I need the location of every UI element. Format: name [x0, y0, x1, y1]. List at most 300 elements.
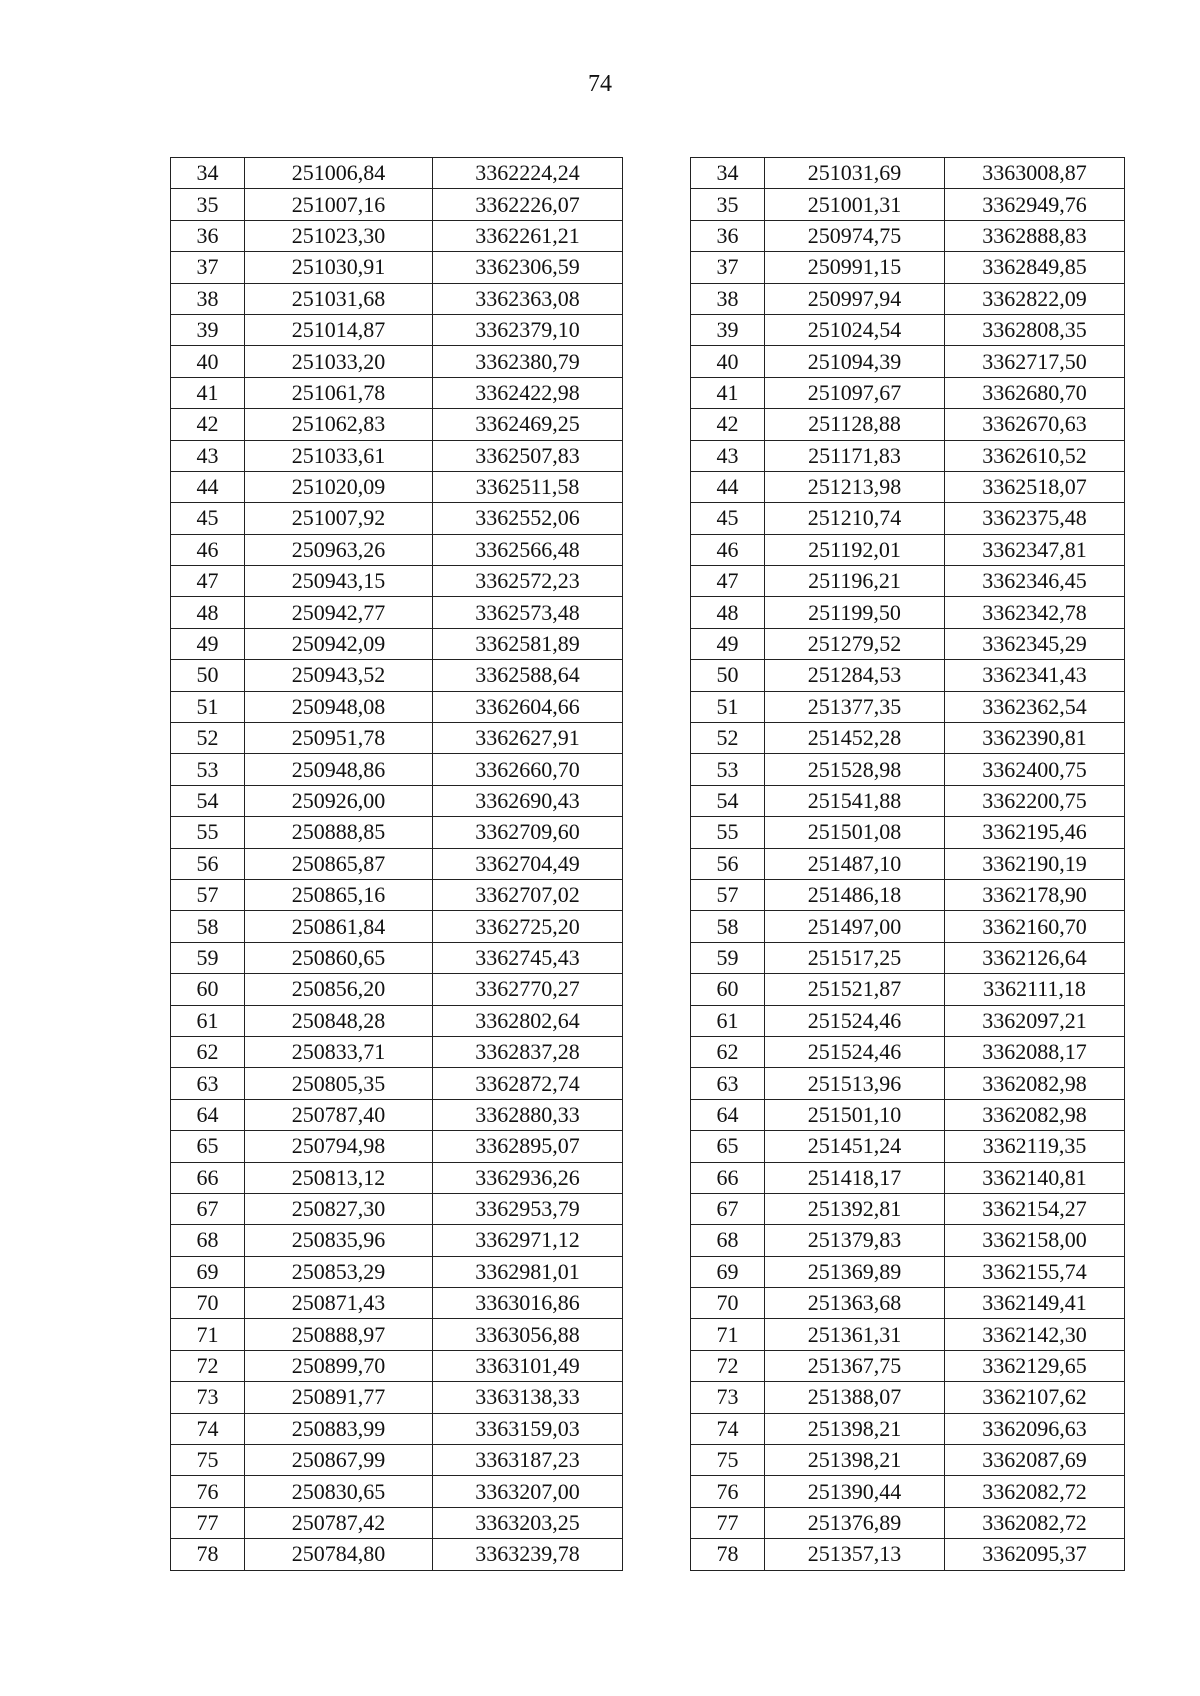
y-coordinate-cell: 3362872,74 — [433, 1068, 623, 1099]
point-number-cell: 35 — [691, 189, 765, 220]
x-coordinate-cell: 251452,28 — [765, 723, 945, 754]
point-number-cell: 77 — [691, 1507, 765, 1538]
y-coordinate-cell: 3362953,79 — [433, 1193, 623, 1224]
table-row — [691, 534, 1125, 565]
y-coordinate-cell: 3362604,66 — [433, 691, 623, 722]
x-coordinate-cell: 251501,08 — [765, 817, 945, 848]
point-number-cell: 68 — [691, 1225, 765, 1256]
table-row — [171, 1162, 623, 1193]
y-coordinate-cell: 3362342,78 — [945, 597, 1125, 628]
y-coordinate-cell: 3362507,83 — [433, 440, 623, 471]
point-number-cell: 42 — [691, 409, 765, 440]
point-number-cell: 49 — [171, 628, 245, 659]
y-coordinate-cell: 3362149,41 — [945, 1288, 1125, 1319]
table-row — [171, 377, 623, 408]
y-coordinate-cell: 3362566,48 — [433, 534, 623, 565]
x-coordinate-cell: 251390,44 — [765, 1476, 945, 1507]
point-number-cell: 46 — [691, 534, 765, 565]
point-number-cell: 47 — [691, 566, 765, 597]
point-number-cell: 34 — [171, 158, 245, 189]
y-coordinate-cell: 3362709,60 — [433, 817, 623, 848]
x-coordinate-cell: 251192,01 — [765, 534, 945, 565]
x-coordinate-cell: 250963,26 — [245, 534, 433, 565]
y-coordinate-cell: 3362095,37 — [945, 1539, 1125, 1570]
y-coordinate-cell: 3362380,79 — [433, 346, 623, 377]
table-row — [691, 723, 1125, 754]
y-coordinate-cell: 3362119,35 — [945, 1131, 1125, 1162]
y-coordinate-cell: 3362087,69 — [945, 1445, 1125, 1476]
y-coordinate-cell: 3362895,07 — [433, 1131, 623, 1162]
x-coordinate-cell: 251521,87 — [765, 974, 945, 1005]
point-number-cell: 69 — [691, 1256, 765, 1287]
table-row — [171, 1068, 623, 1099]
point-number-cell: 42 — [171, 409, 245, 440]
x-coordinate-cell: 250926,00 — [245, 785, 433, 816]
x-coordinate-cell: 251388,07 — [765, 1382, 945, 1413]
point-number-cell: 52 — [171, 723, 245, 754]
x-coordinate-cell: 250888,85 — [245, 817, 433, 848]
point-number-cell: 34 — [691, 158, 765, 189]
table-row — [691, 911, 1125, 942]
y-coordinate-cell: 3362518,07 — [945, 471, 1125, 502]
x-coordinate-cell: 251171,83 — [765, 440, 945, 471]
table-row — [691, 754, 1125, 785]
y-coordinate-cell: 3362552,06 — [433, 503, 623, 534]
y-coordinate-cell: 3363101,49 — [433, 1350, 623, 1381]
y-coordinate-cell: 3362802,64 — [433, 1005, 623, 1036]
x-coordinate-cell: 250813,12 — [245, 1162, 433, 1193]
y-coordinate-cell: 3362971,12 — [433, 1225, 623, 1256]
x-coordinate-cell: 250871,43 — [245, 1288, 433, 1319]
y-coordinate-cell: 3363159,03 — [433, 1413, 623, 1444]
point-number-cell: 63 — [691, 1068, 765, 1099]
page-number: 74 — [588, 71, 612, 97]
point-number-cell: 75 — [171, 1445, 245, 1476]
point-number-cell: 59 — [691, 942, 765, 973]
x-coordinate-cell: 251398,21 — [765, 1413, 945, 1444]
table-row — [171, 1288, 623, 1319]
point-number-cell: 39 — [171, 314, 245, 345]
x-coordinate-cell: 251061,78 — [245, 377, 433, 408]
x-coordinate-cell: 251199,50 — [765, 597, 945, 628]
table-row — [691, 1193, 1125, 1224]
y-coordinate-cell: 3362082,98 — [945, 1099, 1125, 1130]
table-row — [691, 1539, 1125, 1570]
table-row — [691, 566, 1125, 597]
x-coordinate-cell: 251210,74 — [765, 503, 945, 534]
x-coordinate-cell: 250948,08 — [245, 691, 433, 722]
x-coordinate-cell: 250827,30 — [245, 1193, 433, 1224]
table-row — [171, 220, 623, 251]
table-row — [691, 1099, 1125, 1130]
table-row — [691, 158, 1125, 189]
point-number-cell: 35 — [171, 189, 245, 220]
y-coordinate-cell: 3362627,91 — [433, 723, 623, 754]
y-coordinate-cell: 3362572,23 — [433, 566, 623, 597]
table-row — [691, 660, 1125, 691]
point-number-cell: 64 — [171, 1099, 245, 1130]
y-coordinate-cell: 3362981,01 — [433, 1256, 623, 1287]
point-number-cell: 71 — [691, 1319, 765, 1350]
point-number-cell: 67 — [691, 1193, 765, 1224]
table-row — [691, 1476, 1125, 1507]
table-row — [171, 911, 623, 942]
table-row — [171, 597, 623, 628]
point-number-cell: 61 — [691, 1005, 765, 1036]
y-coordinate-cell: 3363138,33 — [433, 1382, 623, 1413]
table-row — [691, 189, 1125, 220]
table-row — [171, 1036, 623, 1067]
table-row — [691, 1382, 1125, 1413]
table-row — [691, 377, 1125, 408]
point-number-cell: 54 — [691, 785, 765, 816]
point-number-cell: 44 — [171, 471, 245, 502]
x-coordinate-cell: 251451,24 — [765, 1131, 945, 1162]
x-coordinate-cell: 251376,89 — [765, 1507, 945, 1538]
table-row — [691, 1068, 1125, 1099]
point-number-cell: 45 — [691, 503, 765, 534]
point-number-cell: 40 — [171, 346, 245, 377]
point-number-cell: 41 — [691, 377, 765, 408]
point-number-cell: 51 — [171, 691, 245, 722]
table-row — [171, 1539, 623, 1570]
y-coordinate-cell: 3362588,64 — [433, 660, 623, 691]
table-row — [691, 1288, 1125, 1319]
x-coordinate-cell: 250787,42 — [245, 1507, 433, 1538]
table-row — [171, 566, 623, 597]
x-coordinate-cell: 251128,88 — [765, 409, 945, 440]
x-coordinate-cell: 250891,77 — [245, 1382, 433, 1413]
y-coordinate-cell: 3362226,07 — [433, 189, 623, 220]
x-coordinate-cell: 250942,77 — [245, 597, 433, 628]
table-row — [691, 220, 1125, 251]
x-coordinate-cell: 251006,84 — [245, 158, 433, 189]
table-row — [171, 942, 623, 973]
point-number-cell: 58 — [171, 911, 245, 942]
point-number-cell: 69 — [171, 1256, 245, 1287]
x-coordinate-cell: 251007,16 — [245, 189, 433, 220]
table-row — [691, 503, 1125, 534]
point-number-cell: 55 — [171, 817, 245, 848]
y-coordinate-cell: 3362142,30 — [945, 1319, 1125, 1350]
y-coordinate-cell: 3362375,48 — [945, 503, 1125, 534]
x-coordinate-cell: 251001,31 — [765, 189, 945, 220]
point-number-cell: 75 — [691, 1445, 765, 1476]
y-coordinate-cell: 3362224,24 — [433, 158, 623, 189]
x-coordinate-cell: 251369,89 — [765, 1256, 945, 1287]
x-coordinate-cell: 251033,61 — [245, 440, 433, 471]
point-number-cell: 65 — [171, 1131, 245, 1162]
x-coordinate-cell: 250856,20 — [245, 974, 433, 1005]
x-coordinate-cell: 251031,69 — [765, 158, 945, 189]
x-coordinate-cell: 251392,81 — [765, 1193, 945, 1224]
y-coordinate-cell: 3362725,20 — [433, 911, 623, 942]
x-coordinate-cell: 250942,09 — [245, 628, 433, 659]
y-coordinate-cell: 3362346,45 — [945, 566, 1125, 597]
table-row — [691, 597, 1125, 628]
x-coordinate-cell: 250899,70 — [245, 1350, 433, 1381]
y-coordinate-cell: 3362770,27 — [433, 974, 623, 1005]
y-coordinate-cell: 3362154,27 — [945, 1193, 1125, 1224]
y-coordinate-cell: 3362140,81 — [945, 1162, 1125, 1193]
x-coordinate-cell: 250848,28 — [245, 1005, 433, 1036]
point-number-cell: 39 — [691, 314, 765, 345]
x-coordinate-cell: 250794,98 — [245, 1131, 433, 1162]
y-coordinate-cell: 3362082,98 — [945, 1068, 1125, 1099]
y-coordinate-cell: 3362581,89 — [433, 628, 623, 659]
table-row — [691, 628, 1125, 659]
x-coordinate-cell: 250883,99 — [245, 1413, 433, 1444]
table-row — [171, 660, 623, 691]
point-number-cell: 56 — [171, 848, 245, 879]
table-row — [171, 1099, 623, 1130]
x-coordinate-cell: 250948,86 — [245, 754, 433, 785]
y-coordinate-cell: 3362362,54 — [945, 691, 1125, 722]
y-coordinate-cell: 3363016,86 — [433, 1288, 623, 1319]
coordinates-table-left — [170, 157, 623, 1571]
table-row — [171, 1350, 623, 1381]
table-row — [691, 1507, 1125, 1538]
y-coordinate-cell: 3362390,81 — [945, 723, 1125, 754]
y-coordinate-cell: 3362178,90 — [945, 879, 1125, 910]
x-coordinate-cell: 251097,67 — [765, 377, 945, 408]
y-coordinate-cell: 3362082,72 — [945, 1476, 1125, 1507]
table-row — [171, 785, 623, 816]
point-number-cell: 63 — [171, 1068, 245, 1099]
x-coordinate-cell: 250991,15 — [765, 252, 945, 283]
x-coordinate-cell: 251486,18 — [765, 879, 945, 910]
x-coordinate-cell: 250865,16 — [245, 879, 433, 910]
x-coordinate-cell: 250860,65 — [245, 942, 433, 973]
y-coordinate-cell: 3362306,59 — [433, 252, 623, 283]
x-coordinate-cell: 251501,10 — [765, 1099, 945, 1130]
x-coordinate-cell: 250805,35 — [245, 1068, 433, 1099]
y-coordinate-cell: 3362949,76 — [945, 189, 1125, 220]
x-coordinate-cell: 251541,88 — [765, 785, 945, 816]
x-coordinate-cell: 250888,97 — [245, 1319, 433, 1350]
y-coordinate-cell: 3362129,65 — [945, 1350, 1125, 1381]
table-row — [691, 440, 1125, 471]
table-row — [171, 471, 623, 502]
x-coordinate-cell: 250835,96 — [245, 1225, 433, 1256]
point-number-cell: 61 — [171, 1005, 245, 1036]
y-coordinate-cell: 3362158,00 — [945, 1225, 1125, 1256]
y-coordinate-cell: 3363187,23 — [433, 1445, 623, 1476]
y-coordinate-cell: 3362111,18 — [945, 974, 1125, 1005]
y-coordinate-cell: 3362670,63 — [945, 409, 1125, 440]
y-coordinate-cell: 3362379,10 — [433, 314, 623, 345]
table-row — [691, 1225, 1125, 1256]
x-coordinate-cell: 250943,15 — [245, 566, 433, 597]
table-row — [171, 534, 623, 565]
y-coordinate-cell: 3362469,25 — [433, 409, 623, 440]
x-coordinate-cell: 251284,53 — [765, 660, 945, 691]
x-coordinate-cell: 251357,13 — [765, 1539, 945, 1570]
x-coordinate-cell: 251062,83 — [245, 409, 433, 440]
y-coordinate-cell: 3362660,70 — [433, 754, 623, 785]
y-coordinate-cell: 3362936,26 — [433, 1162, 623, 1193]
point-number-cell: 45 — [171, 503, 245, 534]
y-coordinate-cell: 3362160,70 — [945, 911, 1125, 942]
point-number-cell: 40 — [691, 346, 765, 377]
x-coordinate-cell: 250943,52 — [245, 660, 433, 691]
y-coordinate-cell: 3363203,25 — [433, 1507, 623, 1538]
y-coordinate-cell: 3362888,83 — [945, 220, 1125, 251]
table-row — [691, 1319, 1125, 1350]
x-coordinate-cell: 251094,39 — [765, 346, 945, 377]
y-coordinate-cell: 3362107,62 — [945, 1382, 1125, 1413]
point-number-cell: 57 — [171, 879, 245, 910]
table-row — [691, 1445, 1125, 1476]
point-number-cell: 77 — [171, 1507, 245, 1538]
table-row — [691, 283, 1125, 314]
y-coordinate-cell: 3362097,21 — [945, 1005, 1125, 1036]
table-row — [691, 1256, 1125, 1287]
table-row — [691, 848, 1125, 879]
x-coordinate-cell: 251007,92 — [245, 503, 433, 534]
x-coordinate-cell: 251033,20 — [245, 346, 433, 377]
point-number-cell: 62 — [691, 1036, 765, 1067]
y-coordinate-cell: 3362082,72 — [945, 1507, 1125, 1538]
point-number-cell: 70 — [691, 1288, 765, 1319]
x-coordinate-cell: 251524,46 — [765, 1005, 945, 1036]
point-number-cell: 62 — [171, 1036, 245, 1067]
table-row — [171, 848, 623, 879]
x-coordinate-cell: 251517,25 — [765, 942, 945, 973]
table-row — [691, 1005, 1125, 1036]
x-coordinate-cell: 251377,35 — [765, 691, 945, 722]
y-coordinate-cell: 3362717,50 — [945, 346, 1125, 377]
y-coordinate-cell: 3362195,46 — [945, 817, 1125, 848]
y-coordinate-cell: 3363239,78 — [433, 1539, 623, 1570]
table-row — [171, 1413, 623, 1444]
point-number-cell: 68 — [171, 1225, 245, 1256]
table-row — [691, 252, 1125, 283]
table-row — [691, 314, 1125, 345]
x-coordinate-cell: 250787,40 — [245, 1099, 433, 1130]
point-number-cell: 48 — [691, 597, 765, 628]
point-number-cell: 50 — [691, 660, 765, 691]
x-coordinate-cell: 251024,54 — [765, 314, 945, 345]
point-number-cell: 58 — [691, 911, 765, 942]
point-number-cell: 60 — [691, 974, 765, 1005]
y-coordinate-cell: 3362745,43 — [433, 942, 623, 973]
y-coordinate-cell: 3362190,19 — [945, 848, 1125, 879]
table-row — [171, 409, 623, 440]
table-row — [691, 1162, 1125, 1193]
x-coordinate-cell: 251023,30 — [245, 220, 433, 251]
y-coordinate-cell: 3362880,33 — [433, 1099, 623, 1130]
y-coordinate-cell: 3362704,49 — [433, 848, 623, 879]
point-number-cell: 53 — [171, 754, 245, 785]
x-coordinate-cell: 251418,17 — [765, 1162, 945, 1193]
point-number-cell: 74 — [171, 1413, 245, 1444]
y-coordinate-cell: 3362126,64 — [945, 942, 1125, 973]
point-number-cell: 67 — [171, 1193, 245, 1224]
x-coordinate-cell: 251497,00 — [765, 911, 945, 942]
x-coordinate-cell: 251363,68 — [765, 1288, 945, 1319]
x-coordinate-cell: 251020,09 — [245, 471, 433, 502]
x-coordinate-cell: 251031,68 — [245, 283, 433, 314]
point-number-cell: 46 — [171, 534, 245, 565]
point-number-cell: 54 — [171, 785, 245, 816]
y-coordinate-cell: 3362155,74 — [945, 1256, 1125, 1287]
x-coordinate-cell: 250951,78 — [245, 723, 433, 754]
x-coordinate-cell: 250830,65 — [245, 1476, 433, 1507]
table-row — [171, 1131, 623, 1162]
x-coordinate-cell: 250974,75 — [765, 220, 945, 251]
point-number-cell: 70 — [171, 1288, 245, 1319]
coordinates-table-right — [690, 157, 1125, 1571]
x-coordinate-cell: 251213,98 — [765, 471, 945, 502]
point-number-cell: 56 — [691, 848, 765, 879]
table-row — [171, 1256, 623, 1287]
point-number-cell: 36 — [171, 220, 245, 251]
point-number-cell: 73 — [171, 1382, 245, 1413]
table-row — [171, 723, 623, 754]
point-number-cell: 53 — [691, 754, 765, 785]
table-row — [171, 754, 623, 785]
y-coordinate-cell: 3362822,09 — [945, 283, 1125, 314]
table-row — [171, 158, 623, 189]
point-number-cell: 76 — [171, 1476, 245, 1507]
table-row — [171, 252, 623, 283]
table-row — [691, 471, 1125, 502]
y-coordinate-cell: 3363056,88 — [433, 1319, 623, 1350]
table-row — [171, 440, 623, 471]
y-coordinate-cell: 3362400,75 — [945, 754, 1125, 785]
y-coordinate-cell: 3362261,21 — [433, 220, 623, 251]
point-number-cell: 49 — [691, 628, 765, 659]
point-number-cell: 36 — [691, 220, 765, 251]
table-row — [691, 974, 1125, 1005]
table-row — [691, 1036, 1125, 1067]
x-coordinate-cell: 251398,21 — [765, 1445, 945, 1476]
table-row — [171, 1382, 623, 1413]
point-number-cell: 66 — [691, 1162, 765, 1193]
y-coordinate-cell: 3362808,35 — [945, 314, 1125, 345]
y-coordinate-cell: 3362096,63 — [945, 1413, 1125, 1444]
x-coordinate-cell: 251279,52 — [765, 628, 945, 659]
x-coordinate-cell: 251528,98 — [765, 754, 945, 785]
table-row — [171, 283, 623, 314]
point-number-cell: 74 — [691, 1413, 765, 1444]
y-coordinate-cell: 3362345,29 — [945, 628, 1125, 659]
table-row — [171, 503, 623, 534]
x-coordinate-cell: 250867,99 — [245, 1445, 433, 1476]
x-coordinate-cell: 251196,21 — [765, 566, 945, 597]
point-number-cell: 65 — [691, 1131, 765, 1162]
table-row — [171, 1225, 623, 1256]
x-coordinate-cell: 251379,83 — [765, 1225, 945, 1256]
point-number-cell: 37 — [691, 252, 765, 283]
table-row — [691, 817, 1125, 848]
y-coordinate-cell: 3362422,98 — [433, 377, 623, 408]
table-row — [171, 189, 623, 220]
table-row — [691, 942, 1125, 973]
table-row — [691, 1413, 1125, 1444]
y-coordinate-cell: 3362347,81 — [945, 534, 1125, 565]
point-number-cell: 64 — [691, 1099, 765, 1130]
table-row — [691, 1131, 1125, 1162]
point-number-cell: 48 — [171, 597, 245, 628]
x-coordinate-cell: 251487,10 — [765, 848, 945, 879]
point-number-cell: 38 — [691, 283, 765, 314]
point-number-cell: 59 — [171, 942, 245, 973]
table-row — [691, 409, 1125, 440]
table-row — [171, 879, 623, 910]
table-row — [691, 691, 1125, 722]
